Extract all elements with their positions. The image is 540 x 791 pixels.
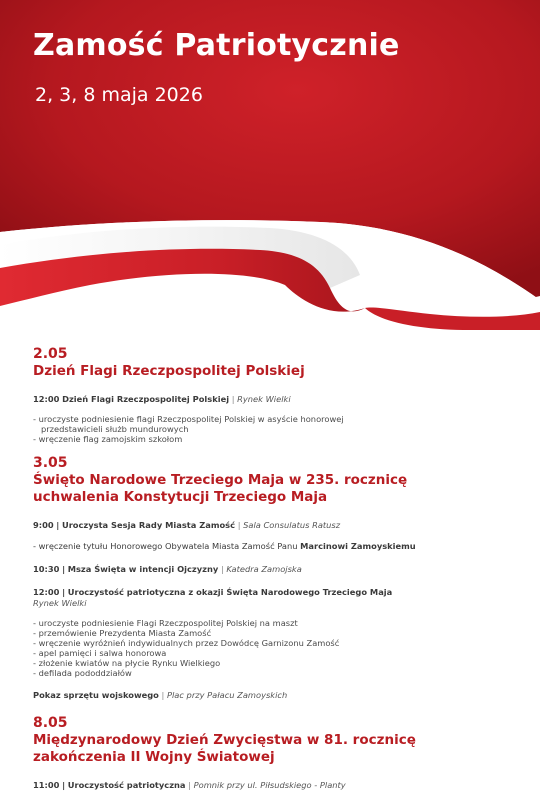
page-title: Zamość Patriotycznie (33, 28, 400, 63)
event-bullets (33, 618, 523, 678)
event-line (33, 520, 523, 531)
event-dates: 2, 3, 8 maja 2026 (35, 84, 203, 106)
day-section (33, 715, 523, 791)
day-title-line-1: Święto Narodowe Trzeciego Maja w 235. rocznicę (33, 472, 408, 488)
separator: | (188, 780, 191, 790)
event-line (33, 564, 523, 575)
event-time: 11:00 (33, 780, 60, 790)
event-note (33, 541, 523, 552)
separator: | (231, 394, 235, 404)
separator: | (220, 564, 224, 574)
event-name: Msza Święta w intencji Ojczyzny (67, 564, 219, 574)
program (33, 346, 523, 791)
day-section (33, 346, 523, 444)
event-time: 12:00 (33, 394, 60, 404)
separator: | (56, 520, 60, 530)
event-time: 9:00 (33, 520, 54, 530)
event-name: Dzień Flagi Rzeczpospolitej Polskiej (62, 394, 230, 404)
day-date: 8.05 (33, 715, 68, 731)
separator: | (62, 780, 66, 790)
event-line (33, 780, 523, 791)
note-bold: Marcinowi Zamoyskiemu (300, 541, 416, 551)
bullet-item: - złożenie kwiatów na płycie Rynku Wielkiego (33, 658, 221, 668)
separator: | (62, 587, 66, 597)
event-place: Katedra Zamojska (226, 564, 302, 574)
event-name: Uroczysta Sesja Rady Miasta Zamość (61, 520, 236, 530)
event-place: Rynek Wielki (33, 598, 87, 608)
bullet-item: - uroczyste podniesienie flagi Rzeczpospolitej Polskiej w asyście honorowej (33, 414, 344, 424)
event-place: Pomnik przy ul. Piłsudskiego - Planty (193, 780, 346, 790)
day-title-line-2: uchwalenia Konstytucji Trzeciego Maja (33, 489, 328, 505)
event-name: Uroczystość patriotyczna z okazji Święta Narodowego Trzeciego Maja (67, 587, 393, 597)
bullet-item: - apel pamięci i salwa honorowa (33, 648, 167, 658)
event-line (33, 587, 523, 598)
event-place: Plac przy Pałacu Zamoyskich (166, 690, 288, 700)
bullet-item: przedstawicieli służb mundurowych (41, 424, 189, 434)
event-time: 12:00 (33, 587, 60, 597)
bullet-item: - defilada pododdziałów (33, 668, 132, 678)
event-name: Uroczystość patriotyczna (67, 780, 186, 790)
event-place: Rynek Wielki (237, 394, 291, 404)
separator: | (161, 690, 165, 700)
event-time: 10:30 (33, 564, 60, 574)
day-title-line-2: zakończenia II Wojny Światowej (33, 749, 275, 765)
separator: | (62, 564, 66, 574)
day-title: Dzień Flagi Rzeczpospolitej Polskiej (33, 363, 305, 379)
bullet-item: - uroczyste podniesienie Flagi Rzeczpospolitej Polskiej na maszt (33, 618, 298, 628)
note-text: - wręczenie tytułu Honorowego Obywatela Miasta Zamość Panu (33, 541, 301, 551)
event-line (33, 394, 523, 405)
bullet-item: - wręczenie wyróżnień indywidualnych przez Dowódcę Garnizonu Zamość (33, 638, 340, 648)
event-bullets (33, 414, 523, 444)
bullet-item: - przemówienie Prezydenta Miasta Zamość (33, 628, 212, 638)
event-name: Pokaz sprzętu wojskowego (33, 690, 159, 700)
day-date: 2.05 (33, 346, 68, 362)
event-place: Sala Consulatus Ratusz (243, 520, 341, 530)
day-title-line-1: Międzynarodowy Dzień Zwycięstwa w 81. rocznicę (33, 732, 416, 748)
day-section (33, 455, 523, 701)
bullet-item: - wręczenie flag zamojskim szkołom (33, 434, 183, 444)
separator: | (237, 520, 241, 530)
day-date: 3.05 (33, 455, 68, 471)
event-line (33, 690, 523, 701)
